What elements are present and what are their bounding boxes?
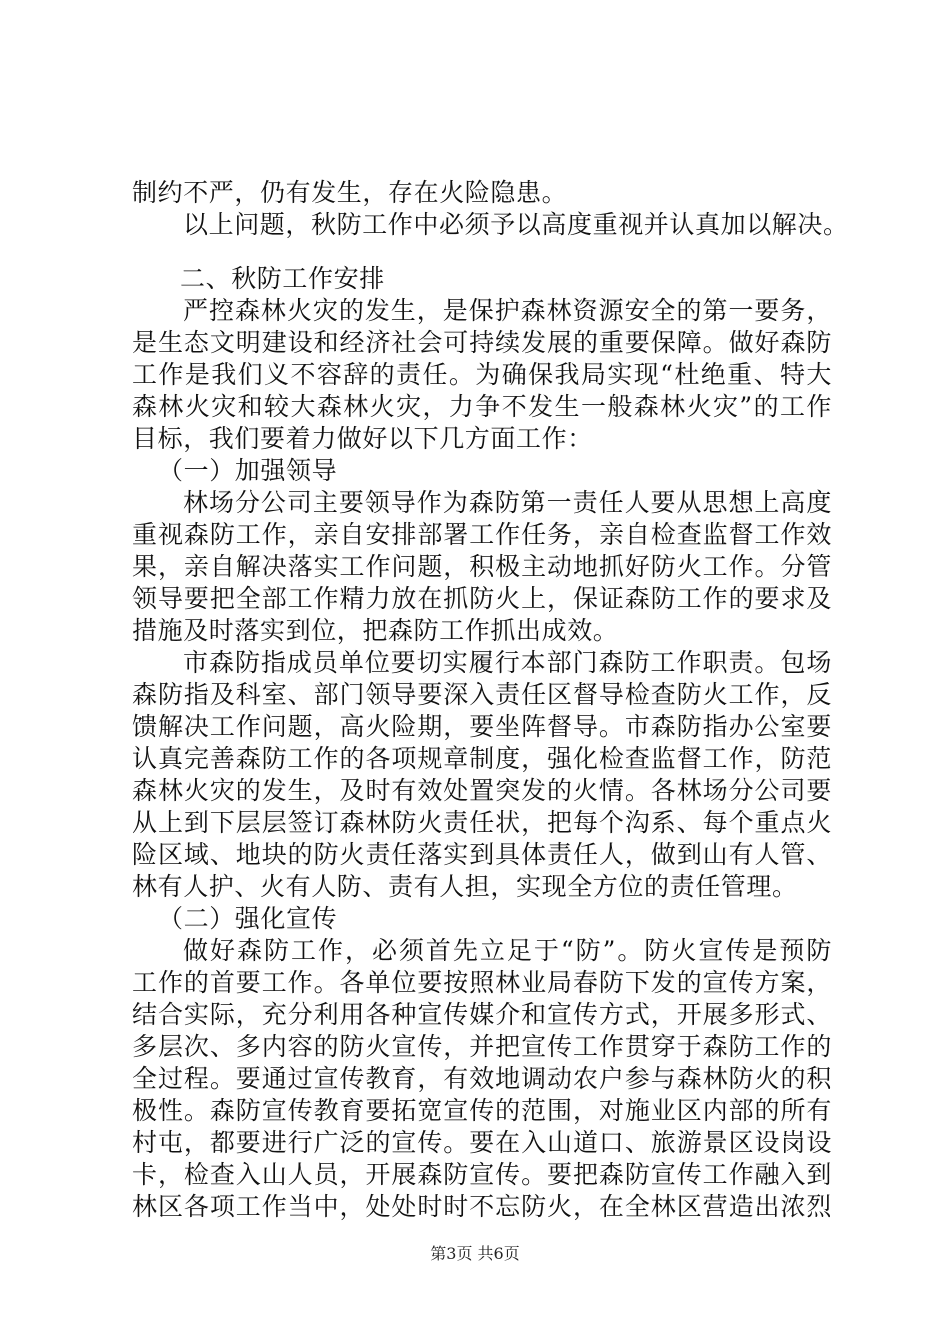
text-line-7: 森林火灾和较大森林火灾，力争不发生一般森林火灾”的工作 — [132, 392, 832, 421]
text-line-11: 重视森防工作，亲自安排部署工作任务，亲自检查监督工作效 — [132, 520, 832, 549]
text-line-24: 做好森防工作，必须首先立足于“防”。防火宣传是预防 — [183, 936, 832, 965]
text-line-30: 村屯，都要进行广泛的宣传。要在入山道口、旅游景区设岗设 — [132, 1128, 832, 1157]
text-line-22: 林有人护、火有人防、责有人担，实现全方位的责任管理。 — [132, 872, 798, 901]
subsection-heading-2: （二）强化宣传 — [158, 904, 338, 933]
text-line-32: 林区各项工作当中，处处时时不忘防火，在全林区营造出浓烈 — [132, 1192, 832, 1221]
text-line-2: 以上问题，秋防工作中必须予以高度重视并认真加以解决。 — [183, 210, 849, 239]
text-line-1: 制约不严，仍有发生，存在火险隐患。 — [132, 178, 568, 207]
page-footer: 第3页 共6页 — [430, 1244, 520, 1263]
text-line-28: 全过程。要通过宣传教育，有效地调动农户参与森林防火的积 — [132, 1064, 832, 1093]
text-line-15: 市森防指成员单位要切实履行本部门森防工作职责。包场 — [183, 648, 832, 677]
text-line-4: 严控森林火灾的发生，是保护森林资源安全的第一要务， — [183, 296, 832, 325]
text-line-16: 森防指及科室、部门领导要深入责任区督导检查防火工作，反 — [132, 680, 832, 709]
text-line-5: 是生态文明建设和经济社会可持续发展的重要保障。做好森防 — [132, 328, 832, 357]
subsection-heading-1: （一）加强领导 — [158, 456, 338, 485]
text-line-20: 从上到下层层签订森林防火责任状，把每个沟系、每个重点火 — [132, 808, 832, 837]
text-line-21: 险区域、地块的防火责任落实到具体责任人，做到山有人管、 — [132, 840, 832, 869]
text-line-18: 认真完善森防工作的各项规章制度，强化检查监督工作，防范 — [132, 744, 832, 773]
text-line-8: 目标，我们要着力做好以下几方面工作： — [132, 424, 593, 453]
text-line-14: 措施及时落实到位，把森防工作抓出成效。 — [132, 616, 619, 645]
text-line-17: 馈解决工作问题，高火险期，要坐阵督导。市森防指办公室要 — [132, 712, 832, 741]
text-line-12: 果，亲自解决落实工作问题，积极主动地抓好防火工作。分管 — [132, 552, 832, 581]
text-line-19: 森林火灾的发生，及时有效处置突发的火情。各林场分公司要 — [132, 776, 832, 805]
section-heading: 二、秋防工作安排 — [180, 264, 385, 293]
text-line-13: 领导要把全部工作精力放在抓防火上，保证森防工作的要求及 — [132, 584, 832, 613]
text-line-27: 多层次、多内容的防火宣传，并把宣传工作贯穿于森防工作的 — [132, 1032, 832, 1061]
text-line-10: 林场分公司主要领导作为森防第一责任人要从思想上高度 — [183, 488, 832, 517]
text-line-6: 工作是我们义不容辞的责任。为确保我局实现“杜绝重、特大 — [132, 360, 832, 389]
text-line-31: 卡，检查入山人员，开展森防宣传。要把森防宣传工作融入到 — [132, 1160, 832, 1189]
text-line-25: 工作的首要工作。各单位要按照林业局春防下发的宣传方案， — [132, 968, 832, 997]
text-line-29: 极性。森防宣传教育要拓宽宣传的范围，对施业区内部的所有 — [132, 1096, 832, 1125]
text-line-26: 结合实际，充分利用各种宣传媒介和宣传方式，开展多形式、 — [132, 1000, 832, 1029]
